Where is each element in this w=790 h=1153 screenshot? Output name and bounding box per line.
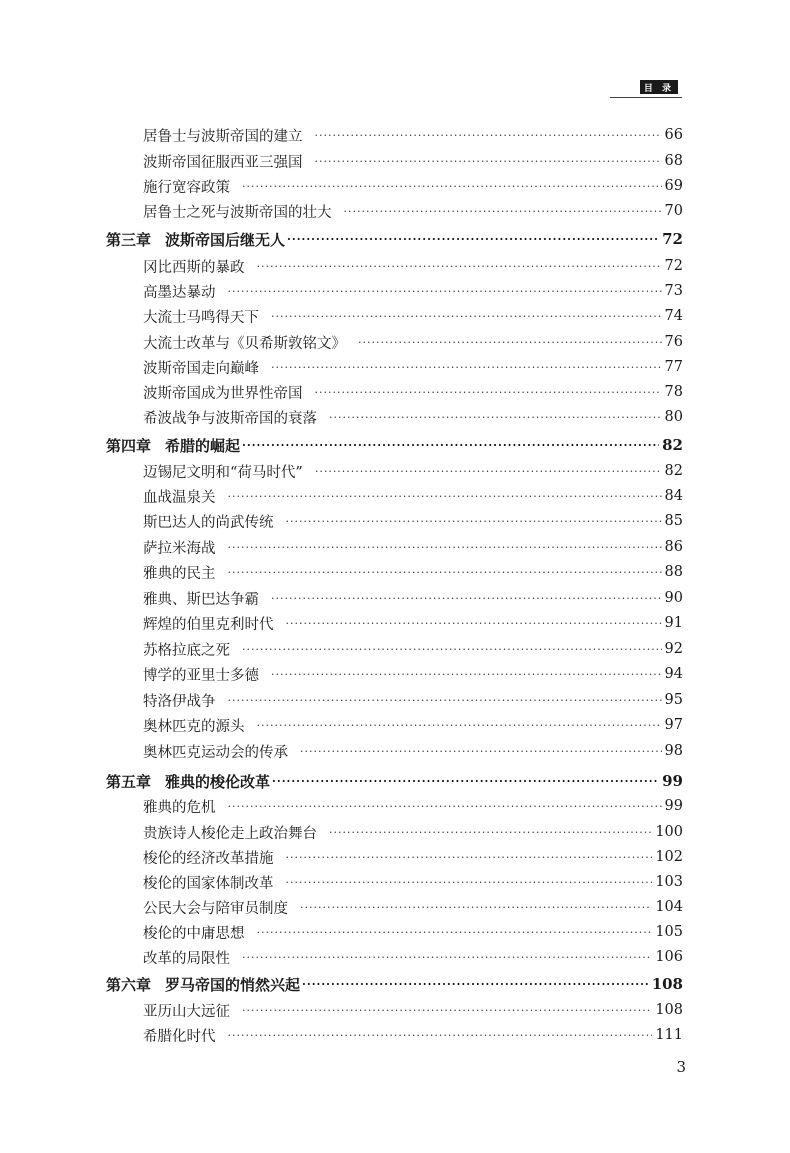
toc-entry-page: 70 [664,203,683,219]
toc-section-entry[interactable] [143,485,683,507]
toc-entry-title: 雅典的民主 [143,565,216,582]
toc-section-entry[interactable] [143,846,683,868]
toc-entry-title: 梭伦的国家体制改革 [143,875,274,892]
toc-entry-title: 波斯帝国征服西亚三强国 [143,154,303,171]
toc-entry-title: 雅典的梭伦改革 [165,772,271,791]
toc-entry-title: 雅典、斯巴达争霸 [143,591,259,608]
toc-entry-page: 88 [664,564,683,580]
toc-entry-page: 92 [664,641,683,657]
toc-section-entry[interactable] [143,200,683,222]
toc-entry-title: 希腊化时代 [143,1028,216,1045]
toc-dot-leader [271,663,662,685]
toc-dot-leader [315,460,662,482]
toc-section-entry[interactable] [143,795,683,817]
toc-entry-title: 梭伦的经济改革措施 [143,850,274,867]
toc-dot-leader [344,200,662,222]
toc-entry-page: 84 [664,488,683,504]
toc-section-entry[interactable] [143,663,683,685]
toc-entry-page: 66 [664,127,683,143]
toc-dot-leader [286,612,662,634]
toc-entry-title: 特洛伊战争 [143,693,216,710]
toc-section-entry[interactable] [143,1024,683,1046]
toc-entry-title: 居鲁士之死与波斯帝国的壮大 [143,204,332,221]
toc-entry-page: 108 [655,1002,683,1018]
toc-chapter-entry[interactable] [106,973,683,995]
toc-entry-page: 106 [655,949,683,965]
toc-section-entry[interactable] [143,999,683,1021]
toc-entry-title: 公民大会与陪审员制度 [143,900,288,917]
toc-dot-leader [228,485,662,507]
toc-chapter-entry[interactable] [106,228,683,250]
toc-section-entry[interactable] [143,740,683,762]
toc-section-entry[interactable] [143,561,683,583]
toc-entry-page: 68 [664,153,683,169]
toc-entry-title: 居鲁士与波斯帝国的建立 [143,128,303,145]
toc-dot-leader [242,175,662,197]
toc-entry-title: 大流士改革与《贝希斯敦铭文》 [143,335,346,352]
toc-dot-leader [228,689,662,711]
toc-dot-leader [286,871,653,893]
toc-section-entry[interactable] [143,714,683,736]
toc-entry-title: 希腊的崛起 [165,436,241,455]
toc-section-entry[interactable] [143,305,683,327]
toc-section-entry[interactable] [143,460,683,482]
toc-dot-leader [315,150,662,172]
toc-section-entry[interactable] [143,150,683,172]
toc-dot-leader [271,356,662,378]
toc-section-entry[interactable] [143,331,683,353]
toc-entry-title: 波斯帝国后继无人 [165,230,286,249]
toc-entry-page: 105 [655,924,683,940]
toc-section-entry[interactable] [143,689,683,711]
toc-entry-page: 100 [655,824,683,840]
toc-entry-title: 奥林匹克运动会的传承 [143,744,288,761]
toc-entry-page: 102 [655,849,683,865]
toc-dot-leader [286,510,662,532]
toc-entry-page: 111 [655,1027,683,1043]
toc-dot-leader [257,255,662,277]
toc-entry-page: 82 [662,436,683,454]
toc-section-entry[interactable] [143,124,683,146]
toc-entry-page: 73 [664,283,683,299]
toc-chapter-number: 第四章 [106,436,152,455]
toc-section-entry[interactable] [143,921,683,943]
toc-dot-leader [257,714,662,736]
toc-entry-title: 迈锡尼文明和“荷马时代” [143,464,303,481]
toc-entry-page: 90 [664,590,683,606]
toc-chapter-entry[interactable] [106,434,683,456]
toc-section-entry[interactable] [143,406,683,428]
toc-dot-leader [271,305,662,327]
toc-entry-title: 冈比西斯的暴政 [143,259,245,276]
toc-entry-title: 施行宽容政策 [143,179,230,196]
toc-entry-title: 波斯帝国成为世界性帝国 [143,385,303,402]
toc-entry-page: 95 [664,692,683,708]
toc-entry-page: 85 [664,513,683,529]
toc-section-entry[interactable] [143,587,683,609]
toc-dot-leader [271,587,662,609]
toc-chapter-entry[interactable] [106,770,683,792]
toc-chapter-number: 第五章 [106,772,152,791]
toc-entry-title: 血战温泉关 [143,489,216,506]
toc-entry-page: 103 [655,874,683,890]
toc-dot-leader [228,561,662,583]
toc-section-entry[interactable] [143,381,683,403]
toc-entry-title: 奥林匹克的源头 [143,718,245,735]
toc-entry-page: 91 [664,615,683,631]
toc-entry-title: 辉煌的伯里克利时代 [143,616,274,633]
toc-dot-leader [242,638,662,660]
toc-dot-leader [329,406,662,428]
toc-entry-page: 77 [664,359,683,375]
toc-dot-leader [315,381,662,403]
toc-entry-page: 78 [664,384,683,400]
page-number: 3 [676,1058,686,1076]
toc-entry-page: 104 [655,899,683,915]
toc-entry-title: 改革的局限性 [143,950,230,967]
toc-section-entry[interactable] [143,356,683,378]
toc-dot-leader [300,896,652,918]
toc-dot-leader [315,124,662,146]
toc-entry-title: 雅典的危机 [143,799,216,816]
toc-section-entry[interactable] [143,612,683,634]
toc-entry-title: 萨拉米海战 [143,540,216,557]
toc-entry-title: 贵族诗人梭伦走上政治舞台 [143,825,317,842]
toc-dot-leader [228,536,662,558]
toc-entry-title: 斯巴达人的尚武传统 [143,514,274,531]
toc-entry-page: 82 [664,463,683,479]
toc-entry-title: 波斯帝国走向巅峰 [143,360,259,377]
toc-entry-page: 108 [651,975,683,993]
toc-dot-leader [228,280,662,302]
toc-dot-leader [272,770,659,792]
toc-section-entry[interactable] [143,255,683,277]
toc-entry-page: 80 [664,409,683,425]
toc-entry-title: 亚历山大远征 [143,1003,230,1020]
section-header-badge: 目 录 [640,80,678,94]
toc-entry-page: 94 [664,666,683,682]
toc-entry-title: 苏格拉底之死 [143,642,230,659]
toc-dot-leader [242,946,652,968]
toc-section-entry[interactable] [143,510,683,532]
toc-section-entry[interactable] [143,280,683,302]
toc-dot-leader [286,846,653,868]
toc-dot-leader [242,999,652,1021]
toc-section-entry[interactable] [143,175,683,197]
toc-entry-title: 希波战争与波斯帝国的衰落 [143,410,317,427]
toc-dot-leader [302,973,649,995]
toc-dot-leader [242,434,659,456]
toc-section-entry[interactable] [143,821,683,843]
toc-entry-page: 99 [664,798,683,814]
toc-dot-leader [228,1024,653,1046]
toc-dot-leader [228,795,662,817]
toc-section-entry[interactable] [143,896,683,918]
toc-entry-page: 76 [664,334,683,350]
toc-dot-leader [287,228,659,250]
toc-section-entry[interactable] [143,638,683,660]
toc-entry-page: 69 [664,178,683,194]
toc-entry-title: 梭伦的中庸思想 [143,925,245,942]
toc-dot-leader [257,921,653,943]
toc-section-entry[interactable] [143,946,683,968]
toc-entry-page: 72 [662,230,683,248]
toc-dot-leader [300,740,662,762]
toc-entry-page: 97 [664,717,683,733]
toc-entry-title: 高墨达暴动 [143,284,216,301]
toc-entry-page: 98 [664,743,683,759]
toc-entry-page: 99 [662,772,683,790]
toc-entry-page: 74 [664,308,683,324]
toc-dot-leader [358,331,662,353]
toc-entry-title: 罗马帝国的悄然兴起 [165,975,301,994]
toc-dot-leader [329,821,652,843]
header-rule [610,97,682,98]
toc-chapter-number: 第六章 [106,975,152,994]
toc-section-entry[interactable] [143,871,683,893]
toc-chapter-number: 第三章 [106,230,152,249]
toc-entry-title: 大流士马鸣得天下 [143,309,259,326]
toc-entry-page: 86 [664,539,683,555]
toc-entry-title: 博学的亚里士多德 [143,667,259,684]
toc-section-entry[interactable] [143,536,683,558]
toc-entry-page: 72 [664,258,683,274]
